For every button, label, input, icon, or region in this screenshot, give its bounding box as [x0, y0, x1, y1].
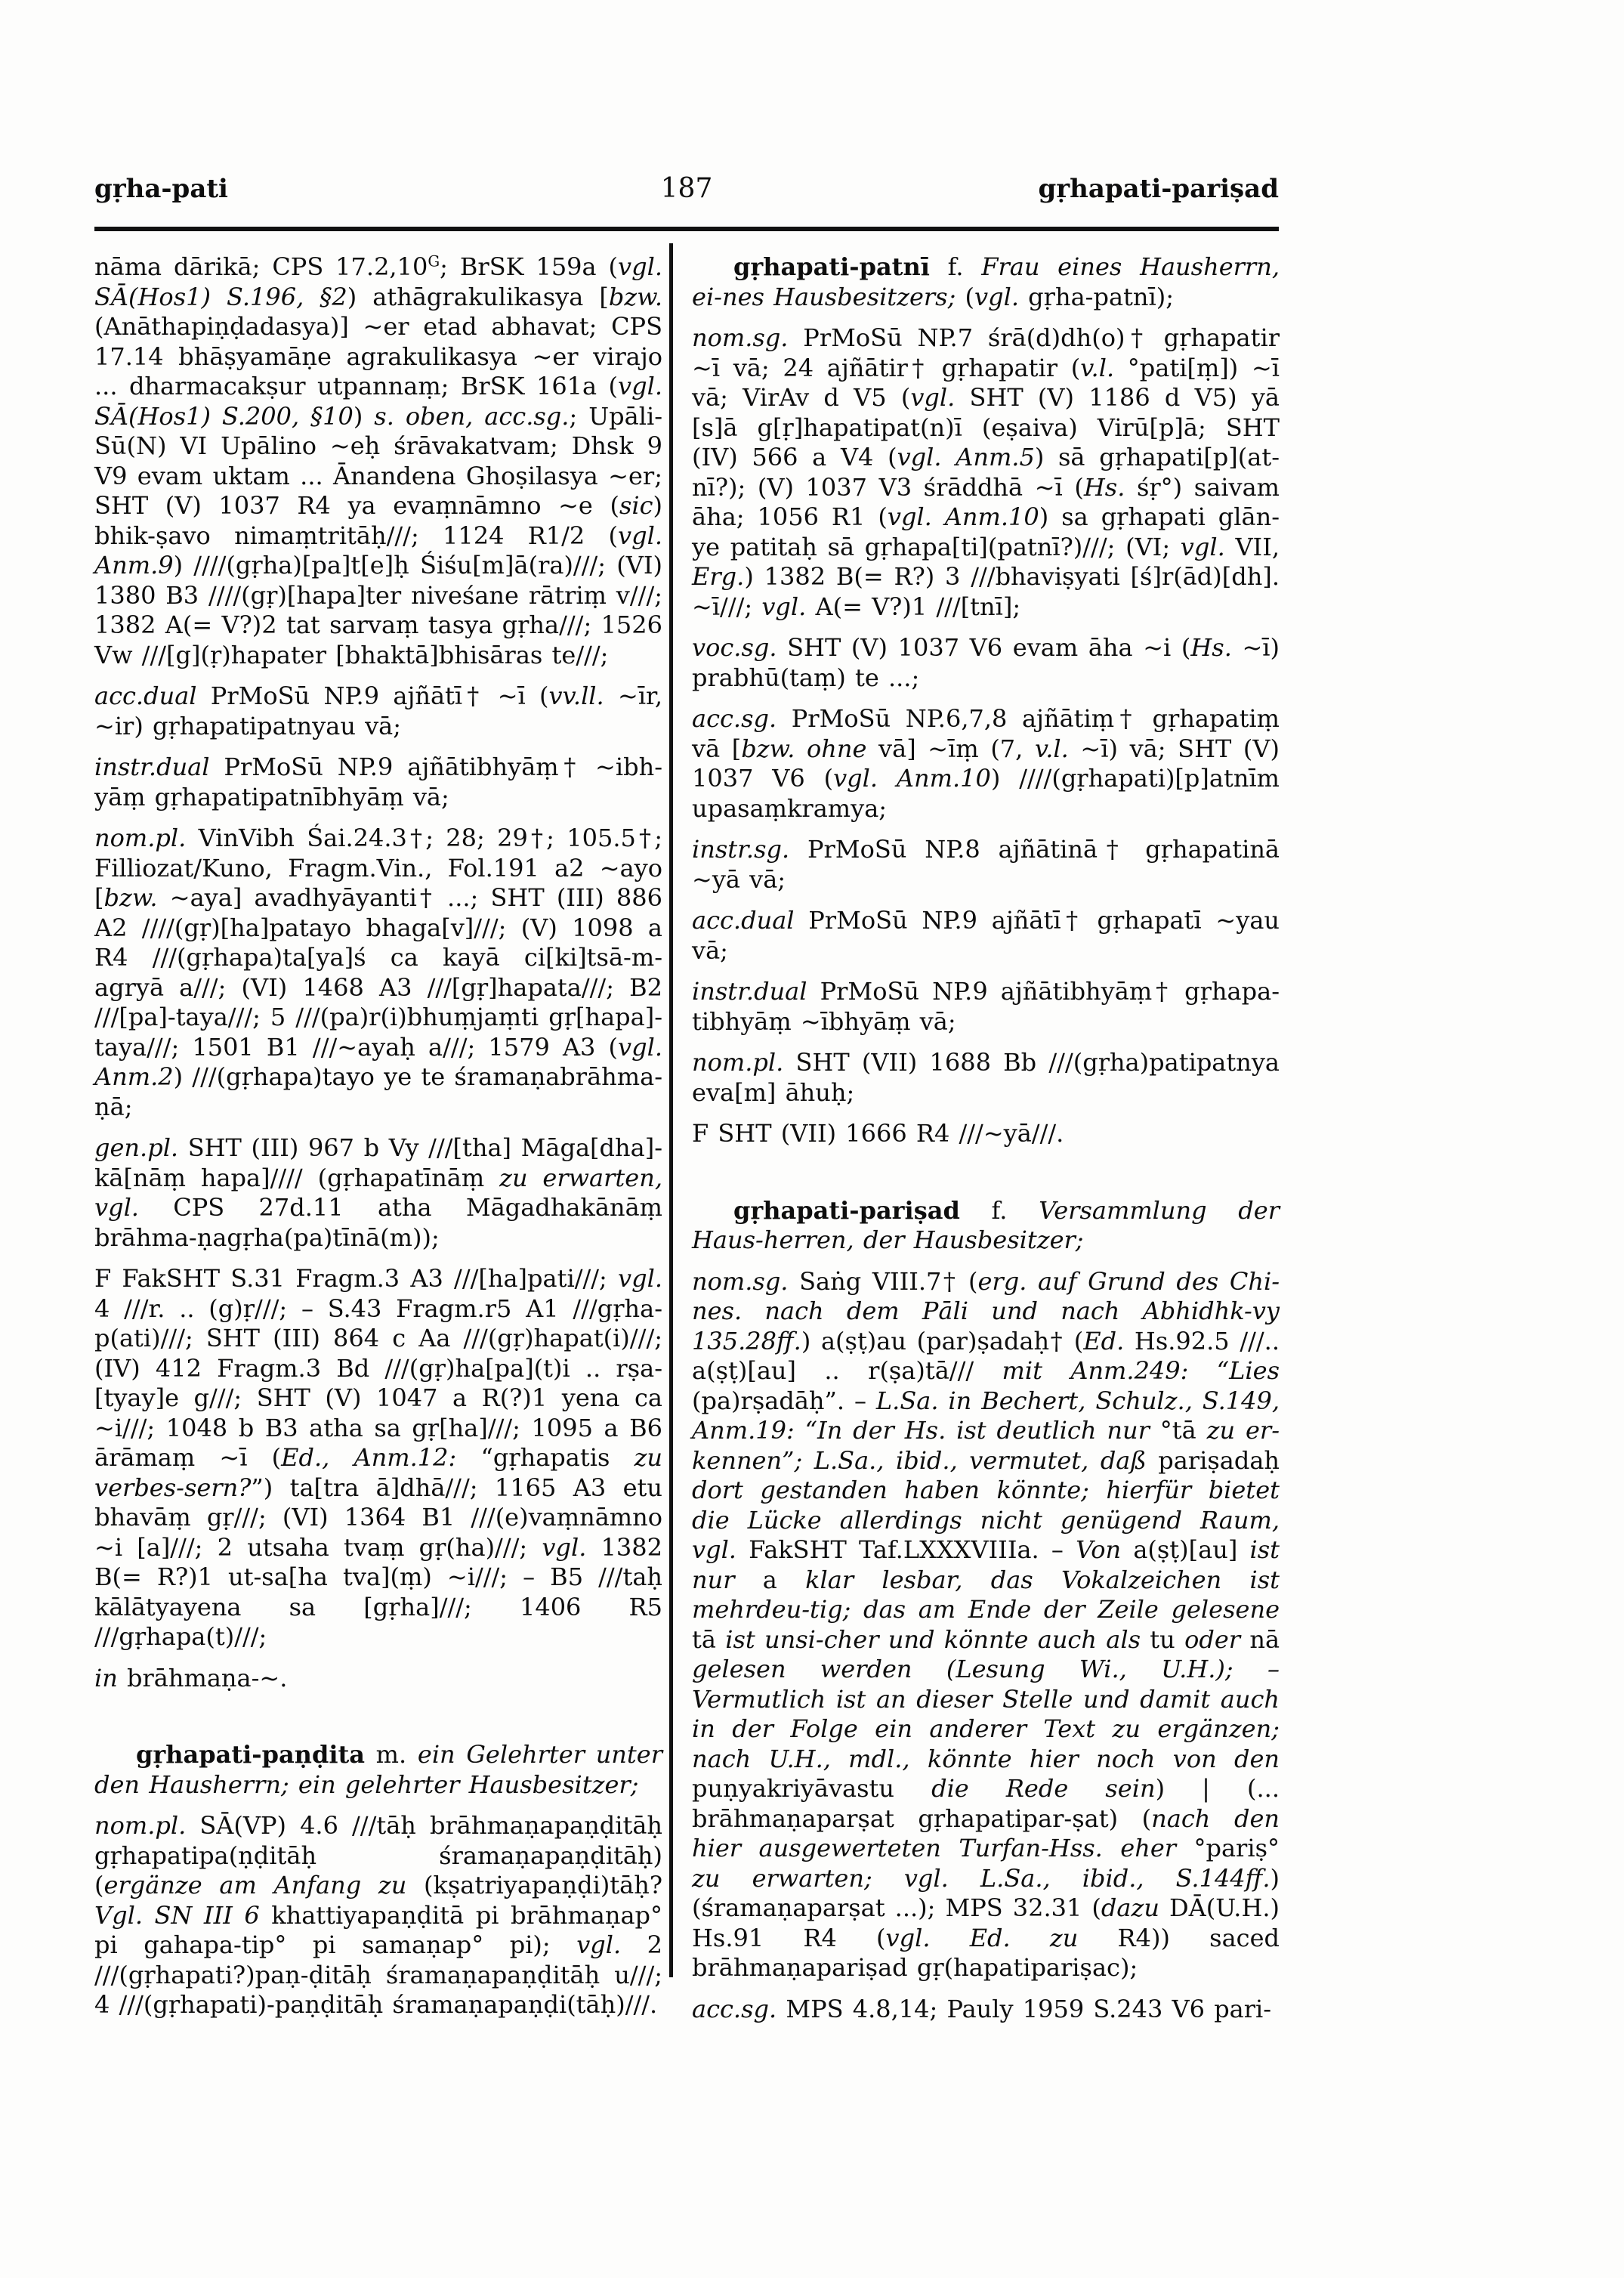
text-run: vgl. — [1180, 532, 1225, 561]
text-run: vgl. SĀ(Hos1) S.200, §10 — [94, 372, 662, 431]
text-run: nom.sg. — [692, 323, 789, 352]
text-run: vv.ll. — [548, 682, 604, 710]
text-run: f. — [929, 252, 982, 281]
text-run: Hs.92.5 ///.. a(ṣṭ)[au] .. r(ṣa)tā/// — [692, 1326, 1280, 1385]
text-run: nach den hier ausgewerteten Turfan-Hss. eher — [692, 1804, 1280, 1862]
text-run: Hs. — [1083, 472, 1125, 502]
text-run: vgl. — [910, 383, 956, 412]
text-run: vgl. Anm.5 — [897, 443, 1035, 471]
dict-paragraph — [94, 1664, 662, 1694]
text-run: gelesen werden (Lesung Wi., U.H.); – Vermutlich ist an dieser Stelle und damit auch in der Folge ein anderer Text zu ergänzen; nach U.H., mdl., könnte hier noch von den — [692, 1655, 1280, 1773]
text-run: Vgl. SN III 6 — [94, 1900, 260, 1930]
text-run: puṇyakriyāvastu — [692, 1774, 932, 1803]
text-run: °pariṣ° — [1176, 1834, 1280, 1862]
running-head-right-lemma: gṛhapati-pariṣad — [1038, 174, 1279, 204]
page-number: 187 — [660, 173, 713, 204]
text-run: instr.dual — [692, 977, 807, 1006]
text-run: tu — [1141, 1624, 1185, 1654]
text-run: ) ////(gṛha)[pa]t[e]ḥ Śiśu[m]ā(ra)///; (VI) 1380 B3 ////(gṛ)[hapa]ter niveśane rātriṃ v///; 1382 A(= V?)2 tat sarvaṃ tasya gṛha///; 1526 Vw ///[g](ṛ)hapater [bhaktā]bhisāras te///; — [94, 551, 662, 669]
entry-paragraph — [94, 1740, 662, 1800]
dict-paragraph — [692, 1267, 1280, 1983]
text-run: G — [428, 252, 440, 270]
text-run: vgl. Anm.10 — [833, 764, 991, 793]
dict-paragraph — [692, 1995, 1280, 2025]
header-rule — [94, 227, 1279, 231]
text-run: ~īr, ~ir) gṛhapatipatnyau vā; — [94, 682, 663, 740]
running-head — [94, 172, 1279, 210]
text-run: a — [734, 1565, 806, 1594]
text-run: ~ī) prabhū(taṃ) te ...; — [692, 633, 1280, 692]
text-run: Frau eines Hausherrn, ei-nes Hausbesitzers; — [692, 252, 1280, 311]
text-run: v.l. — [1080, 353, 1115, 382]
text-run: nom.pl. — [692, 1048, 784, 1077]
text-run: acc.dual — [692, 906, 795, 935]
text-run: °pati[ṃ]) ~ī vā; VirAv d V5 ( — [692, 353, 1280, 412]
text-run: oder — [1184, 1624, 1241, 1654]
text-run: instr.sg. — [692, 835, 790, 864]
text-run: zu erwarten; vgl. L.Sa., ibid., S.144ff. — [692, 1863, 1270, 1893]
right-text-column — [692, 252, 1280, 2024]
dict-paragraph — [94, 1133, 662, 1253]
text-run: nāma dārikā; CPS 17.2,10 — [94, 252, 428, 281]
text-run: vgl. — [974, 282, 1019, 311]
text-run: MPS 4.8,14; Pauly 1959 S.243 V6 pari- — [776, 1994, 1272, 2023]
text-run: ( — [956, 282, 975, 311]
text-run: SĀ(VP) 4.6 ///tāḥ brāhmaṇapaṇḍitāḥ gṛhapatipa(ṇḍitāḥ śramaṇapaṇḍitāḥ) ( — [94, 1811, 662, 1899]
text-run: SHT (V) 1186 d V5) yā [s]ā g[ṛ]hapatipat(n)ī (eṣaiva) Virū[p]ā; SHT (IV) 566 a V4 ( — [692, 383, 1280, 471]
text-run: nom.pl. — [94, 824, 187, 852]
text-run: acc.sg. — [692, 1994, 777, 2023]
left-text-column — [94, 252, 662, 2020]
dict-paragraph — [692, 1048, 1280, 1108]
text-run: brāhmaṇa-~. — [117, 1663, 288, 1692]
dict-paragraph — [692, 633, 1280, 693]
text-run: F FakSHT S.31 Fragm.3 A3 ///[ha]pati///; — [94, 1264, 619, 1293]
text-run: ; Upāli-Sū(N) VI Upālino ~eḥ śrāvakatvam; Dhsk 9 V9 evam uktam ... Ānandena Ghoṣilasya ~er; SHT (V) 1037 R4 ya evaṃnāmno ~e ( — [94, 401, 662, 520]
text-run: voc.sg. — [692, 633, 777, 662]
dict-paragraph — [94, 1811, 662, 2020]
text-run: vgl. Anm.10 — [887, 502, 1039, 531]
text-run: PrMoSū NP.6,7,8 ajñātiṃ† gṛhapatiṃ vā [ — [692, 704, 1280, 763]
text-run: SHT (III) 967 b Vy ///[tha] Māga[dha]-kā[nāṃ hapa]//// (gṛhapatīnāṃ — [94, 1133, 662, 1192]
text-run: A(= V?)1 ///[tnī]; — [806, 592, 1021, 621]
text-run: Ed. — [1083, 1326, 1125, 1355]
text-run: ) (śramaṇaparṣat ...); MPS 32.31 ( — [692, 1863, 1280, 1922]
text-run: sic — [619, 491, 653, 520]
text-run: gṛhapati-pariṣad — [733, 1195, 960, 1225]
text-run: zu verbes-sern? — [94, 1443, 663, 1502]
text-run: (Anāthapiṇḍadasya)] ~er etad abhavat; CPS 17.14 bhāṣyamāṇe agrakulikasya ~er virajo ... dharmacakṣur utpannaṃ; BrSK 161a ( — [94, 312, 662, 400]
text-run: (kṣatriyapaṇḍi)tāḥ? — [406, 1871, 662, 1899]
text-run: in — [94, 1663, 118, 1692]
text-run: gṛhapati-paṇḍita — [136, 1740, 365, 1769]
text-run: dazu — [1101, 1893, 1159, 1922]
text-run: ) sa gṛhapati glān-ye patitaḥ sā gṛhapa[ti](patnī?)///; (VI; — [692, 502, 1280, 561]
text-run: ) athāgrakulikasya [ — [347, 282, 609, 311]
text-run: s. oben, acc.sg. — [374, 401, 570, 431]
text-run: Von — [1076, 1535, 1122, 1564]
text-run: ergänze am Anfang zu — [103, 1871, 407, 1899]
text-run: Hs. — [1190, 633, 1232, 662]
text-run: nom.pl. — [94, 1811, 187, 1840]
text-run: F SHT (VII) 1666 R4 ///~yā///. — [692, 1119, 1064, 1148]
text-run: ) ////(gṛhapati)[p]atnīm upasaṃkramya; — [692, 764, 1280, 823]
text-run: PrMoSū NP.9 ajñātī† gṛhapatī ~yau vā; — [692, 906, 1280, 965]
text-run: acc.sg. — [692, 704, 777, 733]
text-run: zu erwarten, vgl. — [94, 1163, 663, 1222]
text-run: ) a(ṣṭ)au (par)ṣadaḥ† ( — [801, 1326, 1084, 1355]
text-run: L.Sa. in Bechert, Schulz., S.149, Anm.19: “In der Hs. ist deutlich nur — [692, 1386, 1280, 1445]
text-run: ist nur — [692, 1535, 1280, 1594]
text-run: vgl. Anm.2 — [94, 1032, 662, 1091]
text-run: gṛha-patnī); — [1019, 282, 1174, 311]
text-run: VII, — [1224, 532, 1280, 561]
text-run: vgl. — [576, 1930, 622, 1959]
text-run: bzw. ohne — [741, 734, 867, 763]
text-run: Versammlung der Haus-herren, der Hausbesitzer; — [692, 1195, 1280, 1254]
text-run: bzw. — [103, 883, 158, 912]
text-run: bzw. — [608, 282, 662, 311]
dict-paragraph — [692, 704, 1280, 824]
text-run: ) — [353, 401, 375, 431]
dict-paragraph — [692, 1119, 1280, 1149]
text-run: die Rede sein — [931, 1774, 1156, 1803]
text-run: pariṣadaḥ — [1146, 1445, 1280, 1475]
text-run: nom.sg. — [692, 1266, 789, 1296]
text-run: gen.pl. — [94, 1133, 179, 1162]
dict-paragraph — [692, 977, 1280, 1037]
dict-paragraph — [94, 753, 662, 812]
text-run: SHT (V) 1037 V6 evam āha ~i ( — [776, 633, 1191, 662]
text-run: PrMoSū NP.8 ajñātinā† gṛhapatinā ~yā vā; — [692, 835, 1280, 894]
text-run: a(ṣṭ)[au] — [1121, 1535, 1250, 1564]
text-run: Saṅg VIII.7† ( — [788, 1266, 978, 1296]
text-run: PrMoSū NP.9 ajñātibhyāṃ† ~ibh-yāṃ gṛhapatipatnībhyāṃ vā; — [94, 753, 662, 811]
text-run: ~aya] avadhyāyanti† ...; SHT (III) 886 A2 ////(gṛ)[ha]patayo bhaga[v]///; (V) 1098 a R4 ///(gṛhapa)ta[ya]ś ca kayā ci[ki]tsā-m-agryā a///; (VI) 1468 A3 ///[gṛ]hapata///; B2 ///[pa]-taya///; 5 ///(pa)r(i)bhuṃjaṃti gṛ[hapa]-taya///; 1501 B1 ///~ayaḥ a///; 1579 A3 ( — [94, 883, 662, 1062]
text-run: gṛhapati-patnī — [733, 252, 930, 281]
text-run: dort gestanden haben könnte; hierfür bietet die Lücke allerdings nicht genügend Raum, vgl. — [692, 1476, 1280, 1564]
text-run: ~ī) vā; SHT (V) 1037 V6 ( — [692, 734, 1280, 793]
text-run: śṛ°) saivam āha; 1056 R1 ( — [692, 472, 1280, 531]
text-run: 1382 B(= R?)1 ut-sa[ha tva](ṃ) ~i///; – B5 ///taḥ kālātyayena sa [gṛha]///; 1406 R5 ///gṛhapa(t)///; — [94, 1532, 663, 1651]
dict-paragraph — [692, 835, 1280, 895]
text-run: Erg. — [692, 562, 745, 591]
text-run: PrMoSū NP.9 ajñātibhyāṃ† gṛhapa-tibhyāṃ ~ībhyāṃ vā; — [692, 977, 1280, 1036]
text-run: (pa)rṣadāḥ”. – — [692, 1386, 876, 1415]
running-head-left-lemma: gṛha-pati — [94, 174, 228, 204]
text-run: PrMoSū NP.7 śrā(d)dh(o)† gṛhapatir ~ī vā; 24 ajñātir† gṛhapatir ( — [692, 323, 1280, 382]
text-run: °tā — [1149, 1416, 1207, 1445]
text-run: CPS 27d.11 atha Māgadhakānāṃ brāhma-ṇagṛha(pa)tīnā(m)); — [94, 1193, 662, 1252]
dict-paragraph — [94, 824, 662, 1122]
dict-paragraph — [94, 252, 662, 670]
text-run: 2 ///(gṛhapati?)paṇ-ḍitāḥ śramaṇapaṇḍitāḥ u///; 4 ///(gṛhapati)-paṇḍitāḥ śramaṇapaṇḍi(tāḥ)///. — [94, 1930, 663, 2019]
text-run: tā — [692, 1624, 726, 1654]
dict-paragraph — [692, 323, 1280, 622]
text-run: ; BrSK 159a ( — [440, 252, 619, 281]
text-run: ”) ta[tra ā]dhā///; 1165 A3 etu bhavāṃ gṛ///; (VI) 1364 B1 ///(e)vaṃnāmno ~i [a]///; 2 utsaha tvaṃ gṛ(ha)///; — [94, 1473, 662, 1562]
text-run: FakSHT Taf.LXXXVIIIa. – — [736, 1535, 1076, 1564]
text-run: SHT (VII) 1688 Bb ///(gṛha)patipatnya eva[m] āhuḥ; — [692, 1048, 1280, 1107]
text-run: ) sā gṛhapati[p](at-nī?); (V) 1037 V3 śrāddhā ~ī ( — [692, 443, 1280, 502]
text-run: vgl. — [618, 1264, 662, 1293]
text-run: VinVibh Śai.24.3†; 28; 29†; 105.5†; Filliozat/Kuno, Fragm.Vin., Fol.191 a2 ~ayo [ — [94, 824, 662, 912]
text-run: m. — [364, 1740, 418, 1769]
text-run: ist unsi-cher und könnte auch als — [725, 1624, 1141, 1654]
dict-paragraph — [692, 906, 1280, 966]
column-divider-rule — [669, 243, 673, 1977]
text-run: instr.dual — [94, 753, 210, 781]
text-run: vgl. — [542, 1532, 587, 1562]
text-run: klar lesbar, das Vokalzeichen ist mehrdeu-tig; das am Ende der Zeile gelesene — [692, 1565, 1280, 1624]
text-run: ) | (... brāhmaṇaparṣat gṛhapatipar-ṣat) ( — [692, 1774, 1280, 1833]
text-run: “gṛhapatis — [456, 1443, 634, 1472]
dict-paragraph — [94, 682, 662, 741]
text-run: ) 1382 B(= R?) 3 ///bhaviṣyati [ś]r(ād)[dh]. ~ī///; — [692, 562, 1280, 621]
text-run: 4 ///r. .. (g)ṛ///; – S.43 Fragm.r5 A1 ///gṛha-p(ati)///; SHT (III) 864 c Aa ///(gṛ)hapat(i)///; (IV) 412 Fragm.3 Bd ///(gṛ)ha[pa](t)i .. rṣa-[tyay]e g///; SHT (V) 1047 a R(?)1 yena ca ~i///; 1048 b B3 atha sa gṛ[ha]///; 1095 a B6 ārāmaṃ ~ī ( — [94, 1294, 662, 1472]
text-run: Ed., Anm.12: — [281, 1443, 457, 1472]
text-run: ein Gelehrter unter den Hausherrn; ein gelehrter Hausbesitzer; — [94, 1740, 663, 1799]
text-run: mit Anm.249: “Lies — [1002, 1356, 1280, 1385]
text-run: zu er-kennen”; L.Sa., ibid., vermutet, daß — [692, 1416, 1280, 1475]
text-run: nā — [1240, 1624, 1280, 1654]
text-run: ) ///(gṛhapa)tayo ye te śramaṇabrāhma-ṇā; — [94, 1062, 662, 1121]
text-run: PrMoSū NP.9 ajñātī† ~ī ( — [196, 682, 549, 710]
text-run: v.l. — [1034, 734, 1069, 763]
text-run: vgl. SĀ(Hos1) S.196, §2 — [94, 252, 663, 311]
text-run: khattiyapaṇḍitā pi brāhmaṇap° pi gahapa-tip° pi samaṇap° pi); — [94, 1900, 662, 1959]
text-run: vgl. Anm.9 — [94, 521, 662, 580]
entry-paragraph — [692, 1196, 1280, 1256]
dict-paragraph — [94, 1264, 662, 1652]
text-run: R4)) saced brāhmaṇapariṣad gṛ(hapatipariṣac); — [692, 1923, 1280, 1982]
entry-paragraph — [692, 252, 1280, 312]
text-run: vā] ~īṃ (7, — [866, 734, 1035, 763]
text-run: vgl. Ed. zu — [885, 1923, 1079, 1952]
text-run: erg. auf Grund des Chi-nes. nach dem Pāli und nach Abhidhk-vy 135.28ff. — [692, 1266, 1280, 1355]
text-run: acc.dual — [94, 682, 197, 710]
text-run: ) bhik-ṣavo nimaṃtritāḥ///; 1124 R1/2 ( — [94, 491, 662, 550]
text-run: DĀ(U.H.) Hs.91 R4 ( — [692, 1893, 1280, 1952]
text-run: vgl. — [761, 592, 807, 621]
text-run: f. — [959, 1195, 1039, 1225]
